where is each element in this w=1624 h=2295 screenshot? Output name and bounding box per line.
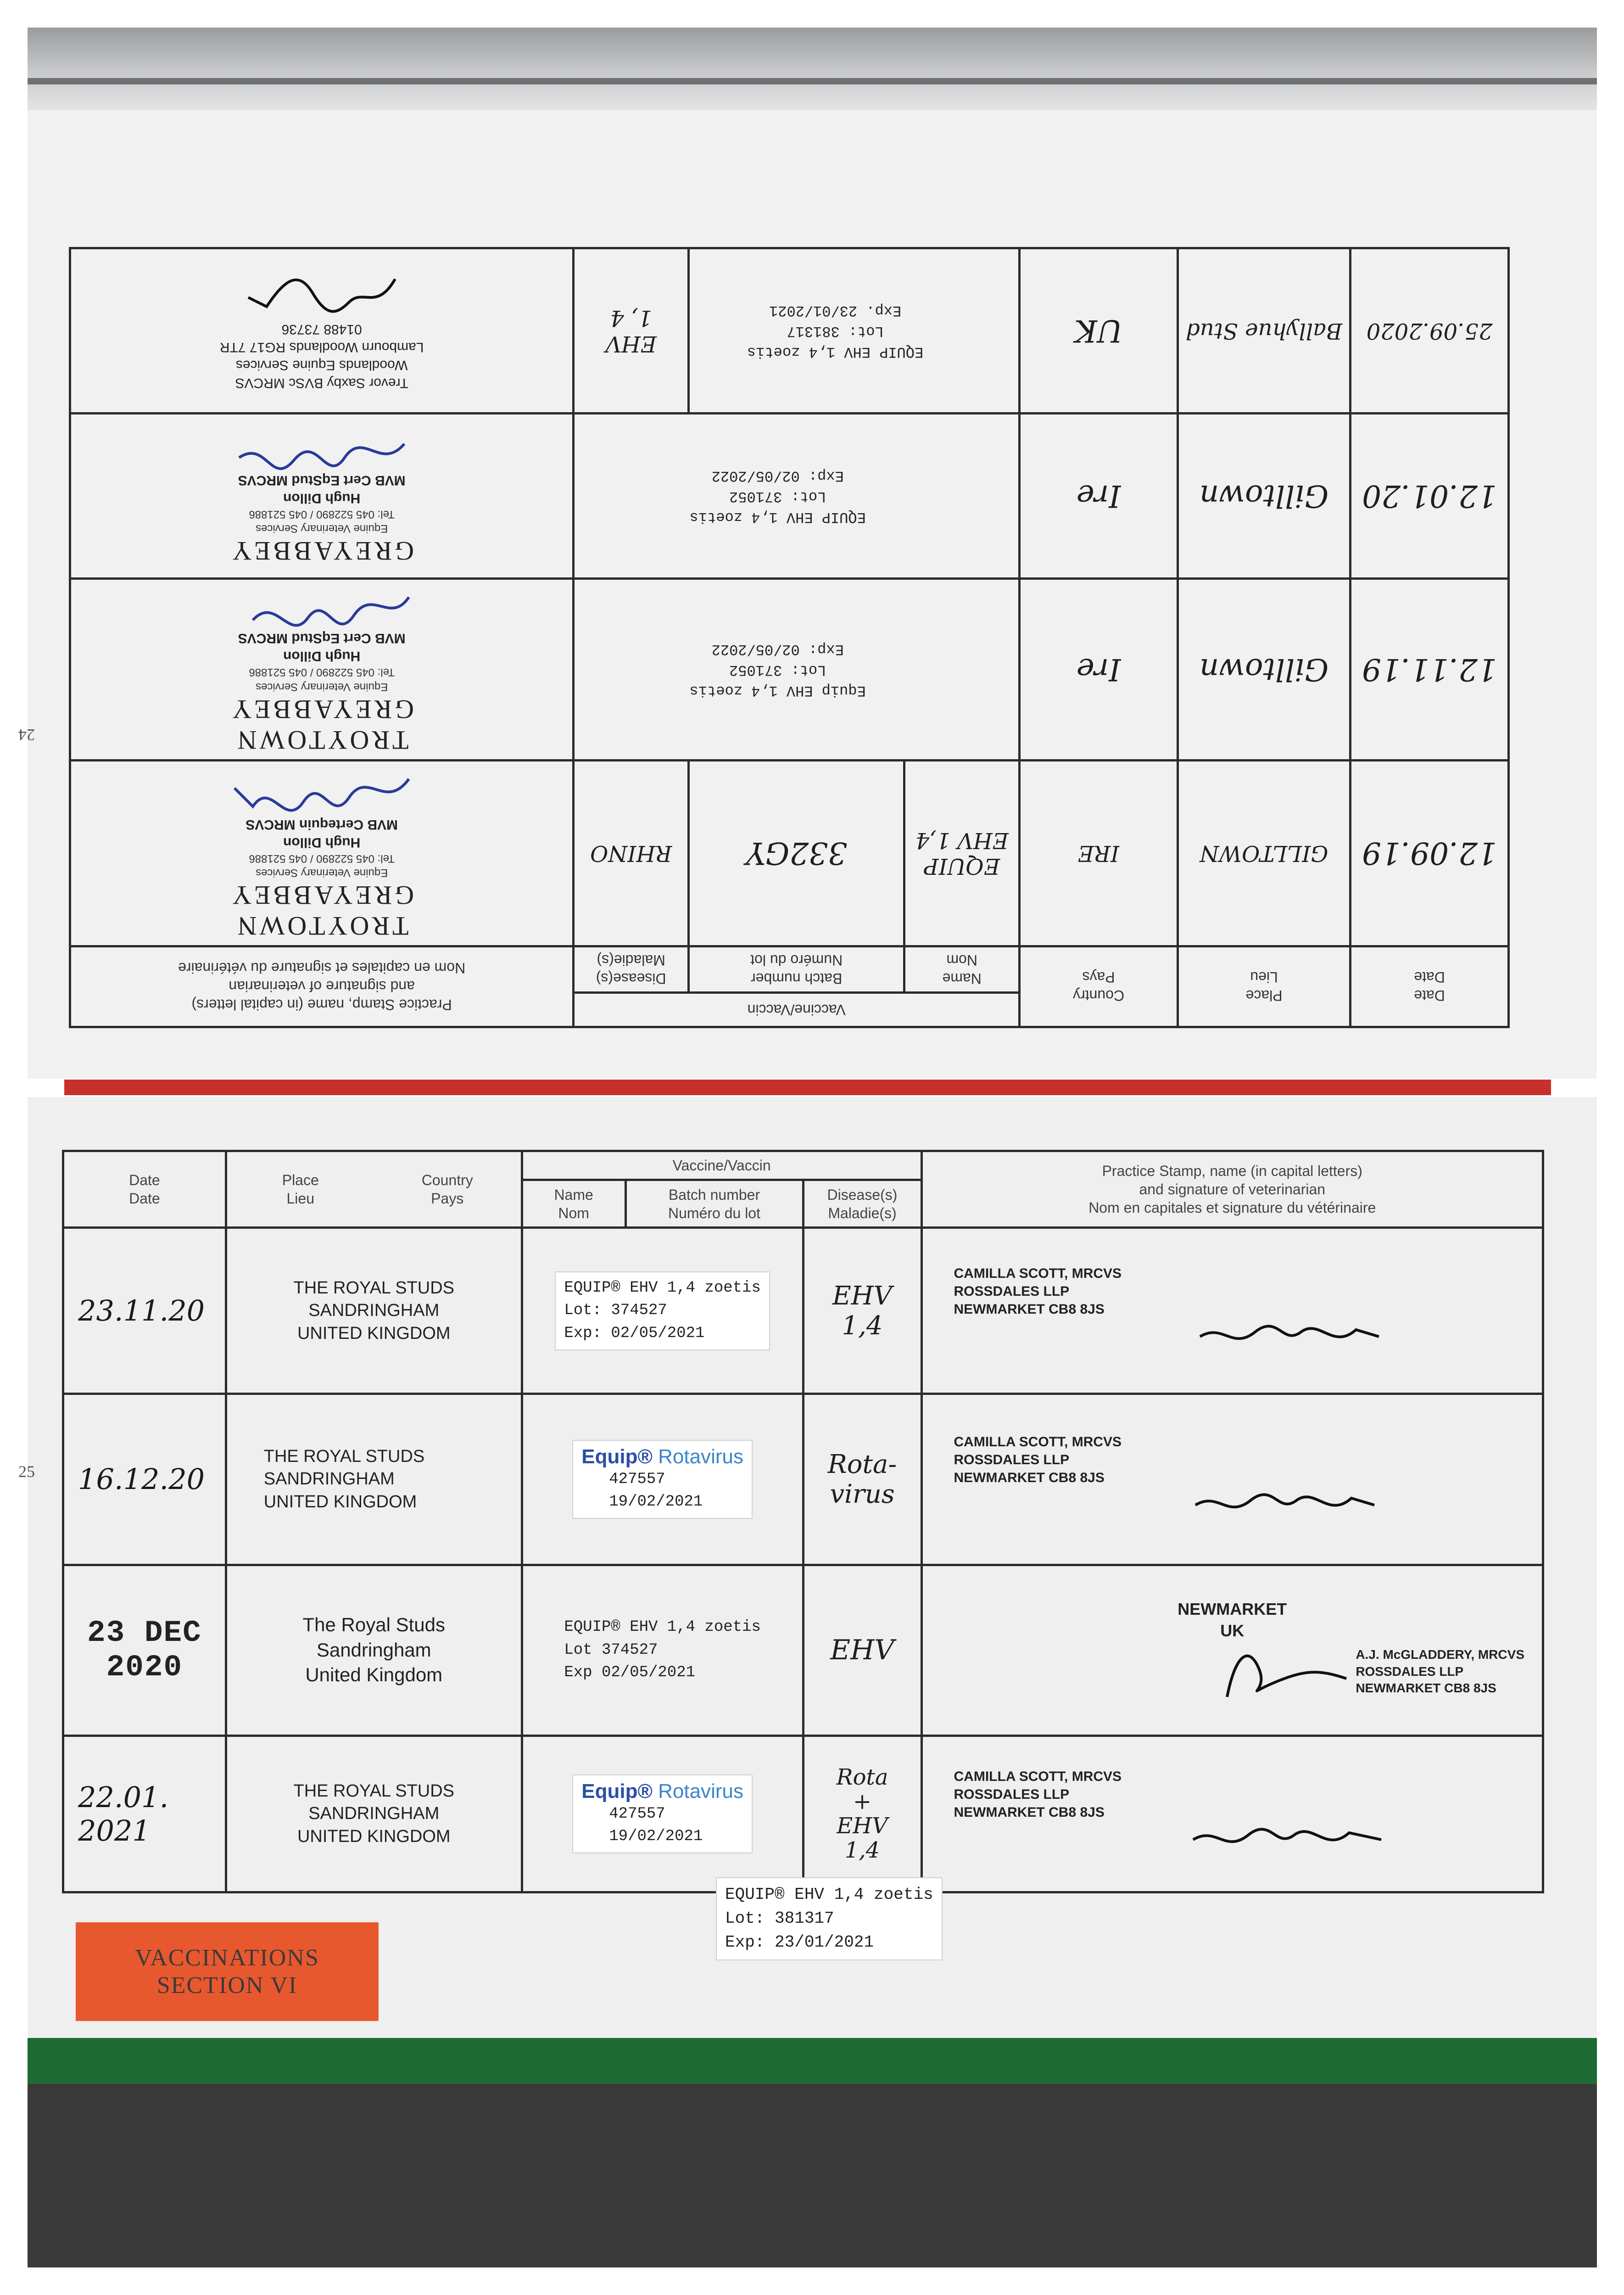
vet-signature [1209,1642,1356,1702]
header-date: Date Date [63,1151,226,1228]
vaccine-sticker: EQUIP® EHV 1,4 zoetis Lot 374527 Exp 02/05/2021 [564,1618,761,1681]
header-date: Date Date [1351,946,1509,1027]
row-country: UK [1020,248,1178,414]
row-date: 12.11.19 [1351,579,1509,760]
sticker-product: Rotavirus [658,1780,743,1802]
vaccination-table-upside-down [69,266,1510,1028]
stamp-practice-detail: Equine Veterinary Services Tel: 045 522890 / 045 521886 [249,666,395,693]
header-disease: Disease(s) Maladie(s) [803,1180,921,1228]
practice-stamp [70,760,574,946]
page-number-bottom: 25 [18,1462,35,1481]
header-country: Country Pays [1020,946,1178,1027]
row-place: GILLTOWN [1178,760,1350,946]
table-row [63,1565,1543,1735]
row-date: 12.09.19 [1351,760,1509,946]
page-number-top: 24 [18,726,35,744]
vet-signature [239,270,404,320]
sticker-product: Rotavirus [658,1445,743,1468]
practice-stamp [921,1565,1543,1735]
row-disease: RHINO [574,760,689,946]
vaccine-sticker: EQUIP EHV 1,4 zoetis Lot: 381317 Exp. 23/01/2021 [689,248,1020,414]
row-place: Gilltown [1178,579,1350,760]
row-place: Gilltown [1178,414,1350,579]
row-date: 16.12.20 [63,1394,226,1565]
header-disease: Disease(s) Maladie(s) [574,946,689,993]
row-disease: EHV [803,1565,921,1735]
table-row [70,248,1509,414]
row-place: THE ROYAL STUDS SANDRINGHAM UNITED KINGDOM [226,1735,522,1892]
row-date: 12.01.20 [1351,414,1509,579]
stamp-practice-name: TROYTOWN GREYABBEY [229,880,414,941]
row-place: THE ROYAL STUDS SANDRINGHAM UNITED KINGDOM [226,1394,522,1565]
row-disease: Rota + EHV 1,4 [803,1735,921,1892]
vet-stamp-location: NEWMARKET UK [1178,1600,1287,1640]
vaccine-sticker-cell [522,1565,803,1735]
row-country: Ire [1020,579,1178,760]
vet-signature [1191,1487,1384,1523]
table-row [63,1735,1543,1892]
vaccine-sticker [572,1774,753,1854]
vet-signature [1195,1318,1388,1355]
sticker-lot-exp: 427557 19/02/2021 [609,1805,703,1845]
row-disease: EHV 1, 4 [574,248,689,414]
cover-green-band [28,2038,1597,2084]
vet-stamp: CAMILLA SCOTT, MRCVS ROSSDALES LLP NEWMARKET CB8 8JS [954,1434,1122,1485]
vaccine-sticker: EQUIP EHV 1,4 zoetis Lot: 371052 Exp: 02/05/2022 [574,414,1020,579]
practice-stamp [921,1394,1543,1565]
practice-stamp [70,579,574,760]
scanner-edge [28,78,1597,84]
stamp-practice-detail: Trevor Saxby BVSc MRCVS Woodlands Equine Services Lambourn Woodlands RG17 7TR 01488 73736 [219,321,424,391]
vet-signature [225,583,418,629]
sticker-brand-name: Equip® [581,1445,653,1468]
practice-stamp [70,414,574,579]
table-row [70,579,1509,760]
vet-stamp: A.J. McGLADDERY, MRCVS ROSSDALES LLP NEWMARKET CB8 8JS [1356,1647,1524,1696]
stamp-practice-name: TROYTOWN GREYABBEY [229,694,414,755]
vet-stamp: CAMILLA SCOTT, MRCVS ROSSDALES LLP NEWMARKET CB8 8JS [954,1265,1122,1317]
sticker-brand-name: Equip® [581,1780,653,1802]
vaccine-sticker-cell [522,1228,803,1394]
vaccine-sticker-extra: EQUIP® EHV 1,4 zoetis Lot: 381317 Exp: 23/01/2021 [716,1877,943,1960]
row-country: IRE [1020,760,1178,946]
vet-name: Hugh Dillon MVB Cert EqStud MRCVS [238,631,406,664]
row-date: 23 DEC 2020 [63,1565,226,1735]
header-batch: Batch number Numéro du lot [625,1180,803,1228]
row-place: THE ROYAL STUDS SANDRINGHAM UNITED KINGDOM [226,1228,522,1394]
vaccine-sticker [572,1440,753,1519]
cover-dark-band [28,2084,1597,2267]
header-vaccine: Vaccine/Vaccin [574,993,1020,1027]
vet-name: Hugh Dillon MVB Certequin MRCVS [246,817,398,850]
vaccination-table-bottom [62,1150,1544,1893]
row-date: 23.11.20 [63,1228,226,1394]
vaccine-sticker: EQUIP® EHV 1,4 zoetis Lot: 374527 Exp: 02/05/2021 [555,1271,770,1350]
table-row [70,760,1509,946]
table-row [63,1394,1543,1565]
vaccination-table-top [69,247,1510,1028]
row-batch: 332GY [689,760,904,946]
table-row [63,1228,1543,1394]
header-name: Name Nom [522,1180,625,1228]
row-date: 25.09.2020 [1351,248,1509,414]
sticker-brand [581,1445,743,1468]
row-vaccine-name: EQUIP EHV 1,4 [904,760,1020,946]
vet-signature [225,425,418,471]
row-disease: Rota- virus [803,1394,921,1565]
vaccine-sticker: Equip EHV 1,4 zoetis Lot: 371052 Exp: 02/05/2022 [574,579,1020,760]
header-practice-stamp: Practice Stamp, name (in capital letters) and signature of veterinarian Nom en capitales et signature du vétérinaire [921,1151,1543,1228]
header-place: Place Lieu [1178,946,1350,1027]
row-country: Ire [1020,414,1178,579]
row-place: The Royal Studs Sandringham United Kingdom [226,1565,522,1735]
row-disease: EHV 1,4 [803,1228,921,1394]
page-divider-band [64,1080,1551,1095]
vet-signature [225,765,418,816]
vet-name: Hugh Dillon MVB Cert EqStud MRCVS [238,473,406,506]
sticker-lot-exp: 427557 19/02/2021 [609,1470,703,1511]
vet-signature [1189,1821,1390,1858]
header-name: Name Nom [904,946,1020,993]
stamp-practice-name: GREYABBEY [229,536,414,566]
practice-stamp [921,1735,1543,1892]
vet-stamp: CAMILLA SCOTT, MRCVS ROSSDALES LLP NEWMARKET CB8 8JS [954,1769,1122,1820]
header-vaccine: Vaccine/Vaccin [522,1151,921,1180]
sticker-brand [581,1780,743,1803]
table-row [70,414,1509,579]
stamp-practice-detail: Equine Veterinary Services Tel: 045 522890 / 045 521886 [249,508,395,535]
row-place: Ballyhue Stud [1178,248,1350,414]
header-place: Place Lieu [226,1151,374,1228]
vaccine-sticker-cell [522,1735,803,1892]
practice-stamp [70,248,574,414]
row-date: 22.01. 2021 [63,1735,226,1892]
stamp-practice-detail: Equine Veterinary Services Tel: 045 522890 / 045 521886 [249,852,395,879]
vaccine-sticker-cell [522,1394,803,1565]
scanner-lid [28,28,1597,110]
vaccination-table [62,1150,1544,1893]
practice-stamp [921,1228,1543,1394]
section-tab: VACCINATIONS SECTION VI [76,1922,379,2021]
header-batch: Batch number Numéro du lot [689,946,904,993]
header-practice-stamp: Practice Stamp, name (in capital letters) and signature of veterinarian Nom en capitales et signature du vétérinaire [70,946,574,1027]
header-country: Country Pays [374,1151,522,1228]
